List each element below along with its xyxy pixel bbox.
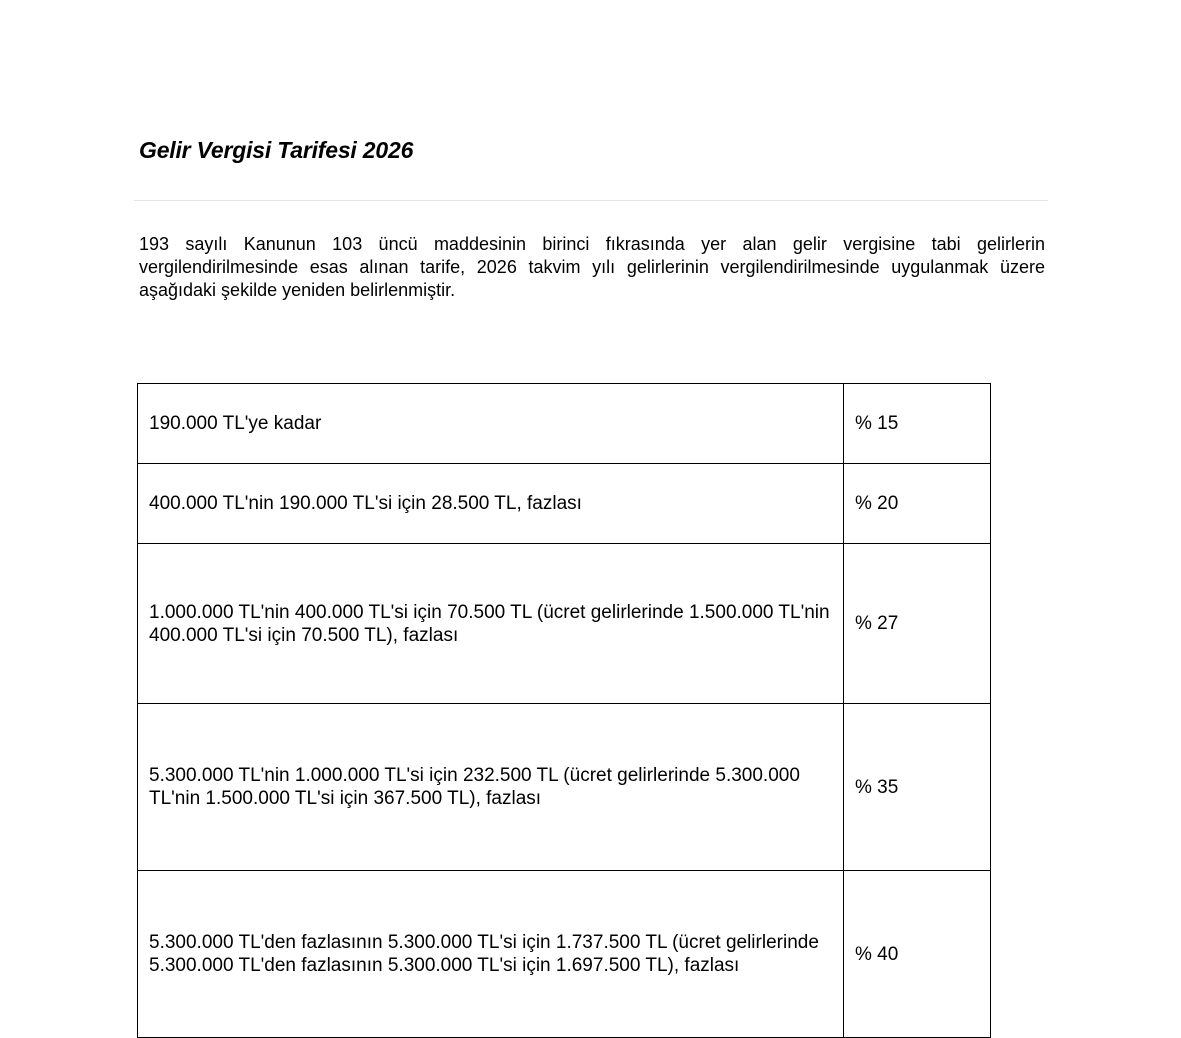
- bracket-cell: 5.300.000 TL'nin 1.000.000 TL'si için 232.500 TL (ücret gelirlerinde 5.300.000 TL'nin 1.500.000 TL'si için 367.500 TL), fazlası: [138, 704, 844, 871]
- page-title: Gelir Vergisi Tarifesi 2026: [139, 137, 414, 163]
- table-row: [138, 464, 991, 544]
- rate-cell: % 35: [844, 704, 991, 871]
- intro-paragraph: 193 sayılı Kanunun 103 üncü maddesinin birinci fıkrasında yer alan gelir vergisine tabi gelirlerin vergilendirilmesinde esas alınan tarife, 2026 takvim yılı gelirlerinin vergilendirilmesinde uygulanmak üzere aşağıdaki şekilde yeniden belirlenmiştir.: [139, 234, 1045, 300]
- table-row: [138, 544, 991, 704]
- table-row: [138, 384, 991, 464]
- tariff-table: [137, 383, 991, 1038]
- rate-cell: % 20: [844, 464, 991, 544]
- table-row: [138, 704, 991, 871]
- bracket-cell: 400.000 TL'nin 190.000 TL'si için 28.500 TL, fazlası: [138, 464, 844, 544]
- bracket-cell: 190.000 TL'ye kadar: [138, 384, 844, 464]
- bracket-cell: 5.300.000 TL'den fazlasının 5.300.000 TL'si için 1.737.500 TL (ücret gelirlerinde 5.300.000 TL'den fazlasının 5.300.000 TL'si için 1.697.500 TL), fazlası: [138, 871, 844, 1038]
- rate-cell: % 15: [844, 384, 991, 464]
- title-divider: [134, 200, 1048, 201]
- rate-cell: % 40: [844, 871, 991, 1038]
- table-row: [138, 871, 991, 1038]
- bracket-cell: 1.000.000 TL'nin 400.000 TL'si için 70.500 TL (ücret gelirlerinde 1.500.000 TL'nin 400.000 TL'si için 70.500 TL), fazlası: [138, 544, 844, 704]
- rate-cell: % 27: [844, 544, 991, 704]
